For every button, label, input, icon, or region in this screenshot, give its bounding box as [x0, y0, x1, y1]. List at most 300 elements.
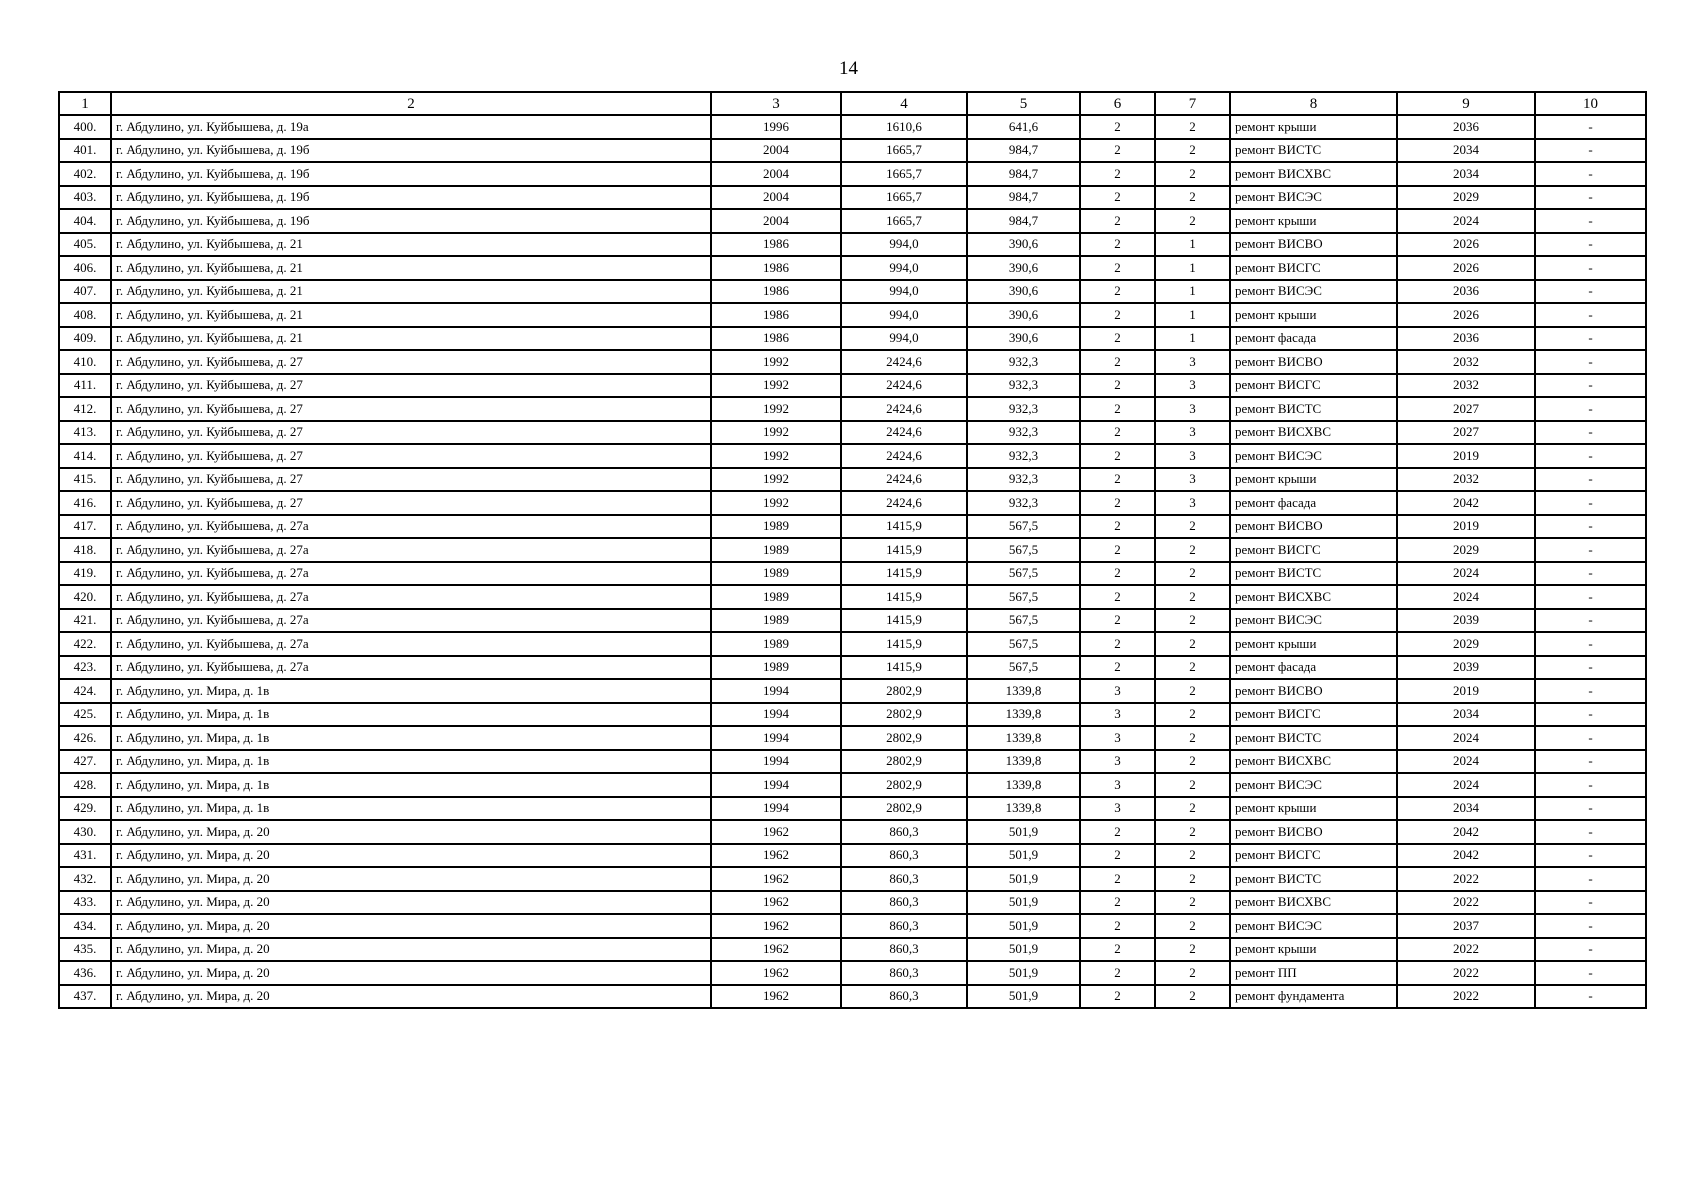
cell-year-built: 1992 — [711, 421, 841, 445]
cell-note: - — [1535, 421, 1646, 445]
cell-row-number: 401. — [59, 139, 111, 163]
cell-year-built: 1992 — [711, 374, 841, 398]
cell-floors: 2 — [1080, 585, 1155, 609]
column-header-3: 3 — [711, 92, 841, 115]
table-row — [59, 350, 1646, 374]
cell-note: - — [1535, 773, 1646, 797]
table-row — [59, 867, 1646, 891]
cell-floors: 2 — [1080, 350, 1155, 374]
cell-address: г. Абдулино, ул. Мира, д. 20 — [111, 938, 711, 962]
cell-work-type: ремонт крыши — [1230, 468, 1397, 492]
table-row — [59, 115, 1646, 139]
cell-entrances: 2 — [1155, 726, 1230, 750]
cell-floors: 2 — [1080, 209, 1155, 233]
cell-work-type: ремонт ВИСВО — [1230, 820, 1397, 844]
cell-floors: 2 — [1080, 961, 1155, 985]
cell-floors: 2 — [1080, 162, 1155, 186]
cell-total-area: 994,0 — [841, 256, 967, 280]
cell-entrances: 3 — [1155, 468, 1230, 492]
cell-year-built: 1986 — [711, 233, 841, 257]
cell-floors: 3 — [1080, 679, 1155, 703]
cell-work-type: ремонт ВИСТС — [1230, 397, 1397, 421]
cell-living-area: 1339,8 — [967, 797, 1080, 821]
cell-note: - — [1535, 209, 1646, 233]
cell-total-area: 2802,9 — [841, 773, 967, 797]
cell-row-number: 407. — [59, 280, 111, 304]
cell-work-type: ремонт фасада — [1230, 491, 1397, 515]
cell-living-area: 567,5 — [967, 632, 1080, 656]
cell-row-number: 437. — [59, 985, 111, 1009]
cell-planned-year: 2024 — [1397, 750, 1535, 774]
cell-floors: 2 — [1080, 656, 1155, 680]
cell-work-type: ремонт ВИСЭС — [1230, 914, 1397, 938]
cell-entrances: 2 — [1155, 679, 1230, 703]
cell-address: г. Абдулино, ул. Мира, д. 20 — [111, 844, 711, 868]
cell-year-built: 2004 — [711, 209, 841, 233]
cell-row-number: 409. — [59, 327, 111, 351]
cell-living-area: 567,5 — [967, 538, 1080, 562]
column-header-5: 5 — [967, 92, 1080, 115]
cell-year-built: 1962 — [711, 891, 841, 915]
cell-total-area: 860,3 — [841, 961, 967, 985]
cell-total-area: 2424,6 — [841, 350, 967, 374]
table-row — [59, 256, 1646, 280]
cell-entrances: 2 — [1155, 820, 1230, 844]
cell-planned-year: 2019 — [1397, 515, 1535, 539]
cell-entrances: 2 — [1155, 515, 1230, 539]
cell-note: - — [1535, 585, 1646, 609]
cell-work-type: ремонт ВИСГС — [1230, 703, 1397, 727]
cell-year-built: 1986 — [711, 256, 841, 280]
cell-living-area: 501,9 — [967, 914, 1080, 938]
cell-total-area: 1415,9 — [841, 515, 967, 539]
table-row — [59, 491, 1646, 515]
cell-note: - — [1535, 914, 1646, 938]
cell-year-built: 1989 — [711, 562, 841, 586]
cell-work-type: ремонт крыши — [1230, 303, 1397, 327]
cell-planned-year: 2024 — [1397, 726, 1535, 750]
table-row — [59, 233, 1646, 257]
cell-entrances: 1 — [1155, 327, 1230, 351]
cell-year-built: 1962 — [711, 914, 841, 938]
cell-living-area: 932,3 — [967, 468, 1080, 492]
cell-address: г. Абдулино, ул. Мира, д. 1в — [111, 797, 711, 821]
column-header-4: 4 — [841, 92, 967, 115]
cell-address: г. Абдулино, ул. Куйбышева, д. 27 — [111, 444, 711, 468]
column-header-10: 10 — [1535, 92, 1646, 115]
cell-address: г. Абдулино, ул. Мира, д. 20 — [111, 820, 711, 844]
cell-work-type: ремонт ВИСТС — [1230, 562, 1397, 586]
cell-year-built: 1986 — [711, 303, 841, 327]
cell-work-type: ремонт крыши — [1230, 797, 1397, 821]
cell-address: г. Абдулино, ул. Мира, д. 20 — [111, 914, 711, 938]
cell-year-built: 1994 — [711, 750, 841, 774]
cell-living-area: 567,5 — [967, 656, 1080, 680]
cell-note: - — [1535, 844, 1646, 868]
cell-entrances: 2 — [1155, 914, 1230, 938]
cell-entrances: 2 — [1155, 209, 1230, 233]
cell-address: г. Абдулино, ул. Куйбышева, д. 27 — [111, 421, 711, 445]
cell-planned-year: 2026 — [1397, 233, 1535, 257]
cell-year-built: 2004 — [711, 162, 841, 186]
cell-floors: 2 — [1080, 867, 1155, 891]
cell-row-number: 433. — [59, 891, 111, 915]
cell-total-area: 1665,7 — [841, 209, 967, 233]
cell-living-area: 567,5 — [967, 609, 1080, 633]
cell-living-area: 932,3 — [967, 397, 1080, 421]
cell-row-number: 436. — [59, 961, 111, 985]
cell-entrances: 1 — [1155, 233, 1230, 257]
table-row — [59, 844, 1646, 868]
cell-note: - — [1535, 186, 1646, 210]
cell-total-area: 2424,6 — [841, 491, 967, 515]
cell-total-area: 2802,9 — [841, 726, 967, 750]
cell-work-type: ремонт ВИСГС — [1230, 538, 1397, 562]
cell-address: г. Абдулино, ул. Мира, д. 1в — [111, 726, 711, 750]
cell-planned-year: 2042 — [1397, 820, 1535, 844]
cell-year-built: 1986 — [711, 280, 841, 304]
cell-entrances: 2 — [1155, 115, 1230, 139]
cell-planned-year: 2036 — [1397, 327, 1535, 351]
cell-floors: 2 — [1080, 374, 1155, 398]
cell-living-area: 390,6 — [967, 303, 1080, 327]
cell-total-area: 1665,7 — [841, 186, 967, 210]
column-header-9: 9 — [1397, 92, 1535, 115]
cell-entrances: 2 — [1155, 538, 1230, 562]
cell-year-built: 1989 — [711, 538, 841, 562]
cell-note: - — [1535, 656, 1646, 680]
cell-entrances: 3 — [1155, 374, 1230, 398]
column-header-6: 6 — [1080, 92, 1155, 115]
cell-note: - — [1535, 867, 1646, 891]
cell-year-built: 1992 — [711, 350, 841, 374]
cell-year-built: 1994 — [711, 679, 841, 703]
cell-year-built: 1989 — [711, 585, 841, 609]
cell-entrances: 2 — [1155, 609, 1230, 633]
cell-work-type: ремонт ПП — [1230, 961, 1397, 985]
cell-note: - — [1535, 609, 1646, 633]
cell-note: - — [1535, 938, 1646, 962]
cell-year-built: 2004 — [711, 139, 841, 163]
table-row — [59, 209, 1646, 233]
cell-planned-year: 2039 — [1397, 609, 1535, 633]
cell-floors: 2 — [1080, 632, 1155, 656]
cell-total-area: 994,0 — [841, 303, 967, 327]
table-row — [59, 609, 1646, 633]
cell-year-built: 1994 — [711, 726, 841, 750]
cell-note: - — [1535, 444, 1646, 468]
table-row — [59, 632, 1646, 656]
table-row — [59, 585, 1646, 609]
cell-work-type: ремонт ВИСГС — [1230, 844, 1397, 868]
cell-year-built: 1962 — [711, 867, 841, 891]
cell-work-type: ремонт ВИСТС — [1230, 726, 1397, 750]
cell-planned-year: 2039 — [1397, 656, 1535, 680]
table-row — [59, 656, 1646, 680]
cell-work-type: ремонт фасада — [1230, 327, 1397, 351]
cell-work-type: ремонт ВИСВО — [1230, 515, 1397, 539]
cell-work-type: ремонт ВИСЭС — [1230, 609, 1397, 633]
cell-entrances: 2 — [1155, 891, 1230, 915]
cell-planned-year: 2042 — [1397, 844, 1535, 868]
cell-floors: 2 — [1080, 844, 1155, 868]
cell-living-area: 390,6 — [967, 256, 1080, 280]
cell-row-number: 431. — [59, 844, 111, 868]
cell-year-built: 1994 — [711, 797, 841, 821]
cell-note: - — [1535, 750, 1646, 774]
cell-entrances: 3 — [1155, 444, 1230, 468]
cell-planned-year: 2029 — [1397, 538, 1535, 562]
cell-row-number: 405. — [59, 233, 111, 257]
cell-entrances: 2 — [1155, 139, 1230, 163]
cell-year-built: 1986 — [711, 327, 841, 351]
table-row — [59, 985, 1646, 1009]
cell-entrances: 1 — [1155, 303, 1230, 327]
table-row — [59, 374, 1646, 398]
cell-entrances: 2 — [1155, 985, 1230, 1009]
cell-floors: 2 — [1080, 421, 1155, 445]
cell-entrances: 2 — [1155, 961, 1230, 985]
cell-note: - — [1535, 679, 1646, 703]
cell-floors: 2 — [1080, 515, 1155, 539]
table-row — [59, 162, 1646, 186]
cell-living-area: 984,7 — [967, 186, 1080, 210]
cell-year-built: 1992 — [711, 444, 841, 468]
cell-entrances: 3 — [1155, 397, 1230, 421]
cell-row-number: 419. — [59, 562, 111, 586]
cell-floors: 2 — [1080, 233, 1155, 257]
cell-planned-year: 2024 — [1397, 209, 1535, 233]
cell-planned-year: 2022 — [1397, 867, 1535, 891]
cell-living-area: 932,3 — [967, 374, 1080, 398]
cell-planned-year: 2036 — [1397, 115, 1535, 139]
cell-note: - — [1535, 515, 1646, 539]
cell-row-number: 404. — [59, 209, 111, 233]
table-row — [59, 891, 1646, 915]
cell-planned-year: 2034 — [1397, 162, 1535, 186]
cell-total-area: 2802,9 — [841, 750, 967, 774]
cell-row-number: 408. — [59, 303, 111, 327]
cell-entrances: 2 — [1155, 797, 1230, 821]
cell-entrances: 1 — [1155, 280, 1230, 304]
cell-floors: 2 — [1080, 562, 1155, 586]
table-row — [59, 303, 1646, 327]
cell-address: г. Абдулино, ул. Куйбышева, д. 19б — [111, 139, 711, 163]
table-row — [59, 750, 1646, 774]
table-row — [59, 797, 1646, 821]
table-body — [59, 115, 1646, 1008]
cell-note: - — [1535, 491, 1646, 515]
cell-row-number: 432. — [59, 867, 111, 891]
table-row — [59, 538, 1646, 562]
cell-planned-year: 2034 — [1397, 139, 1535, 163]
cell-total-area: 860,3 — [841, 844, 967, 868]
cell-living-area: 984,7 — [967, 139, 1080, 163]
cell-total-area: 1665,7 — [841, 139, 967, 163]
cell-total-area: 860,3 — [841, 914, 967, 938]
cell-year-built: 1989 — [711, 632, 841, 656]
cell-address: г. Абдулино, ул. Куйбышева, д. 19б — [111, 209, 711, 233]
cell-floors: 2 — [1080, 820, 1155, 844]
cell-total-area: 860,3 — [841, 820, 967, 844]
cell-total-area: 1415,9 — [841, 585, 967, 609]
cell-total-area: 860,3 — [841, 891, 967, 915]
cell-floors: 3 — [1080, 726, 1155, 750]
cell-planned-year: 2032 — [1397, 374, 1535, 398]
cell-planned-year: 2019 — [1397, 444, 1535, 468]
cell-note: - — [1535, 468, 1646, 492]
cell-address: г. Абдулино, ул. Куйбышева, д. 19б — [111, 186, 711, 210]
cell-living-area: 501,9 — [967, 844, 1080, 868]
cell-note: - — [1535, 797, 1646, 821]
table-row — [59, 444, 1646, 468]
cell-address: г. Абдулино, ул. Мира, д. 20 — [111, 961, 711, 985]
cell-living-area: 501,9 — [967, 891, 1080, 915]
cell-living-area: 567,5 — [967, 515, 1080, 539]
cell-entrances: 2 — [1155, 867, 1230, 891]
cell-work-type: ремонт ВИСЭС — [1230, 773, 1397, 797]
cell-year-built: 1962 — [711, 985, 841, 1009]
table-header-row — [59, 92, 1646, 115]
cell-living-area: 390,6 — [967, 327, 1080, 351]
cell-planned-year: 2022 — [1397, 938, 1535, 962]
cell-work-type: ремонт ВИСХВС — [1230, 421, 1397, 445]
cell-planned-year: 2036 — [1397, 280, 1535, 304]
cell-row-number: 415. — [59, 468, 111, 492]
cell-planned-year: 2024 — [1397, 562, 1535, 586]
cell-total-area: 860,3 — [841, 985, 967, 1009]
cell-living-area: 1339,8 — [967, 750, 1080, 774]
cell-row-number: 416. — [59, 491, 111, 515]
cell-address: г. Абдулино, ул. Куйбышева, д. 27 — [111, 397, 711, 421]
cell-row-number: 425. — [59, 703, 111, 727]
cell-planned-year: 2042 — [1397, 491, 1535, 515]
cell-work-type: ремонт фасада — [1230, 656, 1397, 680]
table-row — [59, 938, 1646, 962]
cell-living-area: 932,3 — [967, 444, 1080, 468]
cell-note: - — [1535, 632, 1646, 656]
cell-row-number: 424. — [59, 679, 111, 703]
cell-floors: 2 — [1080, 139, 1155, 163]
cell-planned-year: 2032 — [1397, 468, 1535, 492]
cell-row-number: 418. — [59, 538, 111, 562]
cell-row-number: 417. — [59, 515, 111, 539]
table-row — [59, 139, 1646, 163]
cell-planned-year: 2032 — [1397, 350, 1535, 374]
cell-note: - — [1535, 820, 1646, 844]
cell-work-type: ремонт крыши — [1230, 632, 1397, 656]
cell-note: - — [1535, 350, 1646, 374]
cell-total-area: 994,0 — [841, 233, 967, 257]
cell-work-type: ремонт ВИСЭС — [1230, 444, 1397, 468]
cell-work-type: ремонт крыши — [1230, 115, 1397, 139]
cell-address: г. Абдулино, ул. Мира, д. 1в — [111, 679, 711, 703]
column-header-8: 8 — [1230, 92, 1397, 115]
table-row — [59, 515, 1646, 539]
table-row — [59, 421, 1646, 445]
cell-note: - — [1535, 538, 1646, 562]
cell-row-number: 426. — [59, 726, 111, 750]
cell-planned-year: 2027 — [1397, 421, 1535, 445]
cell-total-area: 2802,9 — [841, 679, 967, 703]
cell-floors: 2 — [1080, 280, 1155, 304]
cell-note: - — [1535, 162, 1646, 186]
cell-row-number: 403. — [59, 186, 111, 210]
cell-address: г. Абдулино, ул. Куйбышева, д. 27а — [111, 656, 711, 680]
cell-address: г. Абдулино, ул. Куйбышева, д. 27а — [111, 632, 711, 656]
cell-total-area: 2424,6 — [841, 374, 967, 398]
cell-address: г. Абдулино, ул. Куйбышева, д. 21 — [111, 256, 711, 280]
cell-work-type: ремонт ВИСГС — [1230, 374, 1397, 398]
cell-row-number: 411. — [59, 374, 111, 398]
table-row — [59, 186, 1646, 210]
cell-address: г. Абдулино, ул. Куйбышева, д. 19б — [111, 162, 711, 186]
cell-living-area: 567,5 — [967, 562, 1080, 586]
cell-row-number: 423. — [59, 656, 111, 680]
cell-row-number: 413. — [59, 421, 111, 445]
cell-total-area: 1415,9 — [841, 538, 967, 562]
table-row — [59, 726, 1646, 750]
cell-living-area: 567,5 — [967, 585, 1080, 609]
cell-work-type: ремонт ВИСТС — [1230, 867, 1397, 891]
cell-planned-year: 2024 — [1397, 585, 1535, 609]
cell-floors: 2 — [1080, 609, 1155, 633]
column-header-7: 7 — [1155, 92, 1230, 115]
table-row — [59, 327, 1646, 351]
cell-entrances: 2 — [1155, 632, 1230, 656]
cell-work-type: ремонт фундамента — [1230, 985, 1397, 1009]
cell-entrances: 2 — [1155, 186, 1230, 210]
cell-planned-year: 2029 — [1397, 186, 1535, 210]
cell-living-area: 501,9 — [967, 938, 1080, 962]
cell-floors: 2 — [1080, 444, 1155, 468]
cell-floors: 2 — [1080, 468, 1155, 492]
cell-living-area: 932,3 — [967, 421, 1080, 445]
cell-work-type: ремонт крыши — [1230, 938, 1397, 962]
cell-address: г. Абдулино, ул. Мира, д. 1в — [111, 773, 711, 797]
table-row — [59, 703, 1646, 727]
cell-total-area: 860,3 — [841, 867, 967, 891]
cell-entrances: 2 — [1155, 656, 1230, 680]
cell-row-number: 434. — [59, 914, 111, 938]
cell-entrances: 3 — [1155, 421, 1230, 445]
cell-total-area: 2802,9 — [841, 797, 967, 821]
table-row — [59, 961, 1646, 985]
cell-address: г. Абдулино, ул. Куйбышева, д. 27а — [111, 609, 711, 633]
cell-work-type: ремонт крыши — [1230, 209, 1397, 233]
cell-note: - — [1535, 726, 1646, 750]
cell-row-number: 410. — [59, 350, 111, 374]
table-row — [59, 468, 1646, 492]
cell-living-area: 501,9 — [967, 961, 1080, 985]
cell-work-type: ремонт ВИСВО — [1230, 233, 1397, 257]
cell-address: г. Абдулино, ул. Куйбышева, д. 21 — [111, 327, 711, 351]
table-row — [59, 820, 1646, 844]
cell-floors: 2 — [1080, 538, 1155, 562]
table-row — [59, 773, 1646, 797]
cell-planned-year: 2034 — [1397, 703, 1535, 727]
cell-entrances: 2 — [1155, 162, 1230, 186]
cell-living-area: 501,9 — [967, 820, 1080, 844]
cell-living-area: 641,6 — [967, 115, 1080, 139]
cell-entrances: 2 — [1155, 703, 1230, 727]
cell-floors: 2 — [1080, 256, 1155, 280]
cell-year-built: 2004 — [711, 186, 841, 210]
cell-row-number: 428. — [59, 773, 111, 797]
cell-address: г. Абдулино, ул. Куйбышева, д. 21 — [111, 303, 711, 327]
cell-total-area: 860,3 — [841, 938, 967, 962]
repair-schedule-table — [58, 91, 1647, 1009]
